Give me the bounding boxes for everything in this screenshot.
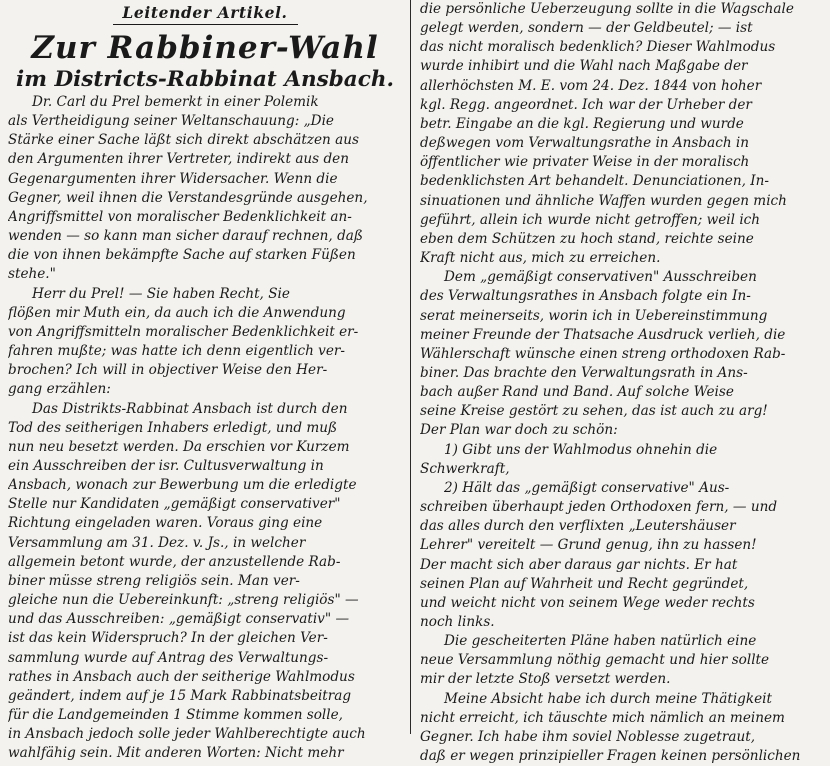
text-line: daß er wegen prinzipieller Fragen keinen persönlichen [420, 748, 801, 765]
left-column-body [8, 93, 402, 763]
text-line: geführt, allein ich wurde nicht getroffen; weil ich [420, 211, 761, 228]
text-line: Dem „gemäßigt conservativen" Ausschreiben [444, 269, 757, 286]
text-line: in Ansbach jedoch solle jeder Wahlberechtigte auch [8, 726, 366, 743]
text-line: Gegner. Ich habe ihm soviel Noblesse zugetraut, [420, 728, 756, 745]
text-line: meiner Freunde der Thatsache Ausdruck verlieh, die [420, 326, 786, 343]
text-line: öffentlicher wie privater Weise in der moralisch [420, 154, 750, 171]
text-line: Wählerschaft wünsche einen streng orthodoxen Rab- [420, 345, 786, 362]
text-line: bach außer Rand und Band. Auf solche Weise [420, 384, 734, 401]
text-line: flößen mir Muth ein, da auch ich die Anwendung [8, 304, 346, 321]
left-column [8, 0, 402, 762]
text-line: die persönliche Ueberzeugung sollte in die Wagschale [420, 1, 794, 17]
text-line: gleiche nun die Uebereinkunft: „streng religiös" — [8, 592, 359, 609]
text-line: und weicht nicht von seinem Wege weder rechts [420, 594, 755, 611]
text-line: Ansbach, wonach zur Bewerbung um die erledigte [8, 477, 357, 494]
text-line: Stärke einer Sache läßt sich direkt abschätzen aus [8, 132, 359, 149]
article-headline: Zur Rabbiner-Wahl [31, 30, 379, 66]
text-line: von Angriffsmitteln moralischer Bedenklichkeit er- [8, 323, 359, 340]
section-label-underline [113, 24, 298, 25]
text-line: 2) Hält das „gemäßigt conservative" Aus- [444, 479, 730, 496]
text-line: allerhöchsten M. E. vom 24. Dez. 1844 von hoher [420, 77, 762, 94]
text-line: eben dem Schützen zu hoch stand, reichte seine [420, 230, 754, 247]
text-line: noch links. [420, 614, 495, 630]
text-line: betr. Eingabe an die kgl. Regierung und wurde [420, 115, 744, 132]
text-line: Tod des seitherigen Inhabers erledigt, und muß [8, 419, 338, 436]
article-subheadline: im Districts-Rabbinat Ansbach. [16, 67, 394, 92]
text-line: neue Versammlung nöthig gemacht und hier sollte [420, 652, 770, 669]
text-line: sammlung wurde auf Antrag des Verwaltungs- [8, 649, 329, 666]
text-line: die von ihnen bekämpfte Sache auf starken Füßen [8, 247, 356, 264]
text-line: Meine Absicht habe ich durch meine Thätigkeit [444, 690, 772, 707]
text-line: nun neu besetzt werden. Da erschien vor Kurzem [8, 438, 350, 455]
text-line: als Vertheidigung seiner Weltanschauung: „Die [8, 113, 334, 130]
text-line: ein Ausschreiben der isr. Cultusverwaltung in [8, 457, 324, 474]
text-line: Das Distrikts-Rabbinat Ansbach ist durch den [32, 400, 348, 417]
text-line: wurde inhibirt und die Wahl nach Maßgabe der [420, 58, 748, 75]
text-line: Dr. Carl du Prel bemerkt in einer Polemik [32, 94, 319, 110]
text-line: Schwerkraft, [420, 460, 510, 477]
text-line: seinen Plan auf Wahrheit und Recht gegründet, [420, 575, 749, 592]
text-line: Herr du Prel! — Sie haben Recht, Sie [32, 285, 290, 302]
text-line: 1) Gibt uns der Wahlmodus ohnehin die [444, 441, 718, 458]
text-line: gelegt werden, sondern — der Geldbeutel; — ist [420, 20, 753, 37]
text-line: Der macht sich aber daraus gar nichts. Er hat [420, 556, 738, 573]
text-line: Kraft nicht aus, mich zu erreichen. [420, 250, 661, 267]
text-line: ist das kein Widerspruch? In der gleichen Ver- [8, 630, 328, 647]
text-line: deßwegen vom Verwaltungsrathe in Ansbach in [420, 135, 750, 152]
text-line: und das Ausschreiben: „gemäßigt conservativ" — [8, 611, 350, 628]
text-line: wenden — so kann man sicher darauf rechnen, daß [8, 228, 363, 245]
text-line: serat meinerseits, worin ich in Uebereinstimmung [420, 307, 768, 324]
text-line: Angriffsmittel von moralischer Bedenklichkeit an- [8, 208, 352, 225]
text-line: biner. Das brachte den Verwaltungsrath in Ans- [420, 364, 748, 381]
text-line: Richtung eingeladen waren. Voraus ging eine [8, 515, 323, 532]
text-line: rathes in Ansbach auch der seitherige Wahlmodus [8, 668, 355, 685]
text-line: stehe." [8, 266, 56, 283]
text-line: Stelle nur Kandidaten „gemäßigt conservativer" [8, 496, 341, 513]
text-line: Der Plan war doch zu schön: [420, 422, 618, 439]
right-column [420, 0, 822, 765]
column-divider [410, 0, 411, 734]
text-line: Gegner, weil ihnen die Verstandesgründe ausgehen, [8, 189, 368, 206]
text-line: biner müsse streng religiös sein. Man ver- [8, 572, 300, 589]
text-line: des Verwaltungsrathes in Ansbach folgte ein In- [420, 288, 751, 305]
text-line: Die gescheiterten Pläne haben natürlich eine [444, 633, 757, 650]
text-line: sinuationen und ähnliche Waffen wurden gegen mich [420, 192, 787, 209]
text-line: den Argumenten ihrer Vertreter, indirekt aus den [8, 151, 349, 168]
section-label: Leitender Artikel. [122, 3, 288, 22]
text-line: Gegenargumenten ihrer Widersacher. Wenn die [8, 170, 338, 187]
text-line: Versammlung am 31. Dez. v. Js., in welcher [8, 534, 306, 551]
text-line: geändert, indem auf je 15 Mark Rabbinatsbeitrag [8, 687, 352, 704]
text-line: kgl. Regg. angeordnet. Ich war der Urheber der [420, 96, 752, 113]
text-line: Lehrer" vereitelt — Grund genug, ihn zu hassen! [420, 537, 757, 554]
text-line: mir der letzte Stoß versetzt werden. [420, 671, 671, 688]
text-line: allgemein betont wurde, der anzustellende Rab- [8, 553, 341, 570]
text-line: nicht erreicht, ich täuschte mich nämlich an meinem [420, 709, 785, 726]
text-line: das nicht moralisch bedenklich? Dieser Wahlmodus [420, 39, 776, 56]
text-line: seine Kreise gestört zu sehen, das ist auch zu arg! [420, 403, 768, 420]
text-line: für die Landgemeinden 1 Stimme kommen solle, [8, 707, 343, 723]
text-line: gang erzählen: [8, 381, 111, 398]
text-line: bedenklichsten Art behandelt. Denunciationen, In- [420, 173, 769, 190]
text-line: fahren mußte; was hatte ich denn eigentlich ver- [8, 343, 346, 360]
text-line: wahlfähig sein. Mit anderen Worten: Nicht mehr [8, 745, 344, 762]
text-line: brochen? Ich will in objectiver Weise den Her- [8, 362, 328, 379]
right-column-body [420, 0, 822, 766]
text-line: schreiben überhaupt jeden Orthodoxen fern, — und [420, 499, 778, 516]
text-line: das alles durch den verflixten „Leutershäuser [420, 518, 736, 535]
